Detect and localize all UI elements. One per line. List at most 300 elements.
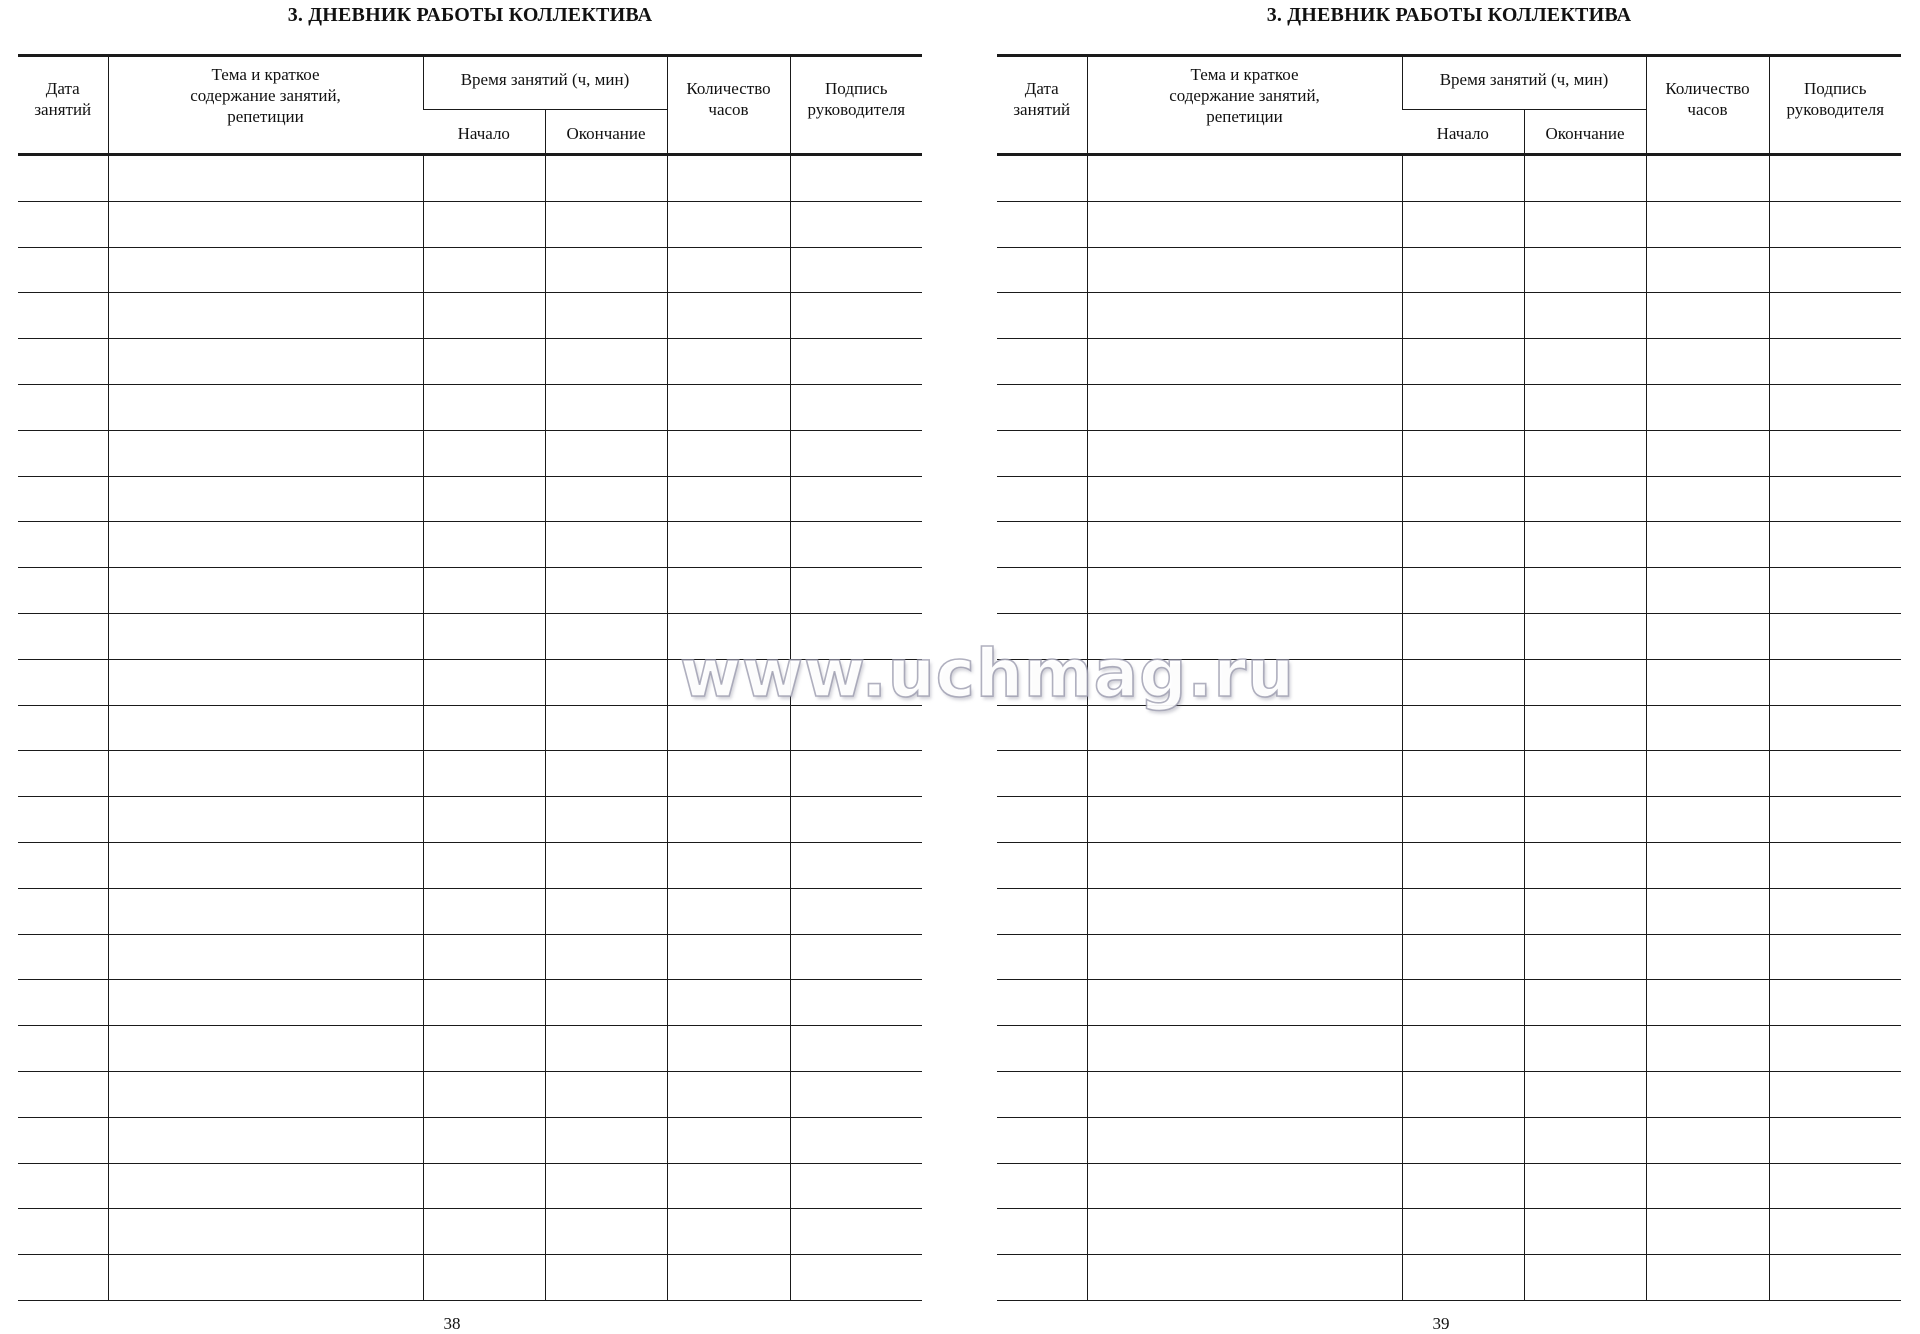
table-row <box>18 430 922 476</box>
diary-table <box>18 54 922 1301</box>
cell-topic <box>1087 155 1402 202</box>
header-signature: Подпись руководителя <box>1769 56 1901 155</box>
cell-hours <box>1646 842 1769 888</box>
cell-end <box>545 293 667 339</box>
cell-signature <box>1769 522 1901 568</box>
cell-hours <box>1646 1209 1769 1255</box>
cell-end <box>1524 659 1646 705</box>
cell-start <box>423 1071 545 1117</box>
cell-topic <box>1087 1255 1402 1301</box>
header-hours: Количество часов <box>667 56 790 155</box>
cell-topic <box>1087 476 1402 522</box>
cell-start <box>1402 522 1524 568</box>
table-row <box>18 659 922 705</box>
cell-hours <box>1646 201 1769 247</box>
cell-topic <box>108 430 423 476</box>
cell-end <box>545 980 667 1026</box>
cell-hours <box>667 934 790 980</box>
cell-start <box>1402 659 1524 705</box>
cell-date <box>997 293 1087 339</box>
cell-start <box>1402 1255 1524 1301</box>
cell-topic <box>108 659 423 705</box>
table-row <box>997 247 1901 293</box>
cell-start <box>1402 293 1524 339</box>
cell-hours <box>667 1209 790 1255</box>
cell-signature <box>790 201 922 247</box>
cell-topic <box>1087 888 1402 934</box>
cell-hours <box>1646 293 1769 339</box>
cell-hours <box>667 339 790 385</box>
cell-end <box>545 384 667 430</box>
cell-end <box>1524 888 1646 934</box>
cell-signature <box>1769 1163 1901 1209</box>
cell-topic <box>108 155 423 202</box>
cell-start <box>423 568 545 614</box>
cell-date <box>18 705 108 751</box>
cell-end <box>1524 1026 1646 1072</box>
cell-topic <box>1087 430 1402 476</box>
cell-signature <box>790 293 922 339</box>
cell-end <box>545 568 667 614</box>
table-row <box>997 1163 1901 1209</box>
cell-signature <box>790 522 922 568</box>
cell-signature <box>790 568 922 614</box>
cell-start <box>423 293 545 339</box>
cell-start <box>423 934 545 980</box>
cell-hours <box>667 980 790 1026</box>
cell-hours <box>1646 430 1769 476</box>
cell-topic <box>108 797 423 843</box>
cell-end <box>545 705 667 751</box>
cell-date <box>18 247 108 293</box>
cell-date <box>18 751 108 797</box>
cell-date <box>18 888 108 934</box>
table-row <box>997 980 1901 1026</box>
cell-signature <box>790 155 922 202</box>
cell-start <box>1402 934 1524 980</box>
cell-start <box>1402 980 1524 1026</box>
cell-signature <box>1769 797 1901 843</box>
cell-topic <box>108 247 423 293</box>
cell-start <box>1402 568 1524 614</box>
cell-topic <box>108 1071 423 1117</box>
cell-signature <box>790 1255 922 1301</box>
cell-date <box>18 1117 108 1163</box>
cell-topic <box>1087 247 1402 293</box>
cell-hours <box>667 155 790 202</box>
cell-hours <box>1646 1163 1769 1209</box>
page-number: 38 <box>443 1314 461 1333</box>
cell-hours <box>667 476 790 522</box>
cell-hours <box>667 293 790 339</box>
header-start: Начало <box>423 110 545 155</box>
cell-topic <box>1087 339 1402 385</box>
table-row <box>18 751 922 797</box>
cell-end <box>545 1071 667 1117</box>
cell-start <box>1402 476 1524 522</box>
table-row <box>997 1026 1901 1072</box>
cell-date <box>18 1163 108 1209</box>
cell-hours <box>1646 476 1769 522</box>
left-page <box>18 0 922 1333</box>
cell-start <box>1402 247 1524 293</box>
cell-hours <box>1646 980 1769 1026</box>
cell-topic <box>1087 1071 1402 1117</box>
cell-topic <box>1087 1163 1402 1209</box>
cell-end <box>545 797 667 843</box>
cell-signature <box>790 384 922 430</box>
cell-signature <box>1769 613 1901 659</box>
cell-end <box>545 934 667 980</box>
cell-signature <box>1769 842 1901 888</box>
table-row <box>18 1071 922 1117</box>
cell-topic <box>108 476 423 522</box>
cell-start <box>423 980 545 1026</box>
cell-date <box>18 842 108 888</box>
cell-end <box>1524 842 1646 888</box>
cell-start <box>1402 1071 1524 1117</box>
cell-signature <box>790 888 922 934</box>
header-end: Окончание <box>1524 110 1646 155</box>
table-row <box>997 797 1901 843</box>
cell-start <box>423 476 545 522</box>
cell-hours <box>667 751 790 797</box>
cell-hours <box>667 201 790 247</box>
cell-start <box>423 430 545 476</box>
cell-date <box>997 1255 1087 1301</box>
cell-date <box>997 247 1087 293</box>
cell-date <box>997 980 1087 1026</box>
cell-topic <box>108 705 423 751</box>
cell-hours <box>667 384 790 430</box>
cell-topic <box>1087 797 1402 843</box>
cell-hours <box>667 1255 790 1301</box>
table-row <box>18 293 922 339</box>
cell-signature <box>1769 980 1901 1026</box>
table-row <box>18 705 922 751</box>
cell-topic <box>1087 293 1402 339</box>
cell-signature <box>1769 293 1901 339</box>
cell-signature <box>790 934 922 980</box>
cell-end <box>1524 247 1646 293</box>
cell-hours <box>1646 1071 1769 1117</box>
cell-date <box>18 934 108 980</box>
cell-hours <box>667 705 790 751</box>
cell-end <box>1524 568 1646 614</box>
cell-hours <box>667 613 790 659</box>
cell-date <box>997 1163 1087 1209</box>
cell-topic <box>1087 980 1402 1026</box>
cell-end <box>545 659 667 705</box>
cell-hours <box>1646 1117 1769 1163</box>
header-date: Дата занятий <box>18 56 108 155</box>
cell-date <box>997 155 1087 202</box>
cell-start <box>423 1255 545 1301</box>
table-row <box>18 1209 922 1255</box>
cell-end <box>545 339 667 385</box>
cell-end <box>1524 797 1646 843</box>
cell-signature <box>790 1026 922 1072</box>
cell-hours <box>667 247 790 293</box>
cell-start <box>423 522 545 568</box>
cell-hours <box>1646 1026 1769 1072</box>
cell-signature <box>790 339 922 385</box>
cell-start <box>1402 339 1524 385</box>
cell-signature <box>790 842 922 888</box>
cell-date <box>18 339 108 385</box>
cell-date <box>18 1255 108 1301</box>
cell-topic <box>1087 522 1402 568</box>
cell-date <box>18 568 108 614</box>
table-row <box>18 384 922 430</box>
cell-hours <box>667 1117 790 1163</box>
cell-signature <box>790 659 922 705</box>
cell-hours <box>1646 751 1769 797</box>
cell-hours <box>1646 155 1769 202</box>
cell-start <box>1402 430 1524 476</box>
cell-end <box>545 247 667 293</box>
cell-signature <box>1769 247 1901 293</box>
cell-topic <box>108 842 423 888</box>
table-row <box>997 1255 1901 1301</box>
cell-signature <box>790 797 922 843</box>
cell-hours <box>1646 797 1769 843</box>
cell-date <box>18 293 108 339</box>
cell-signature <box>790 1071 922 1117</box>
table-row <box>997 155 1901 202</box>
table-row <box>18 568 922 614</box>
cell-date <box>997 1117 1087 1163</box>
cell-topic <box>1087 1209 1402 1255</box>
cell-hours <box>1646 659 1769 705</box>
cell-end <box>1524 751 1646 797</box>
cell-end <box>545 751 667 797</box>
cell-hours <box>667 888 790 934</box>
cell-date <box>997 659 1087 705</box>
cell-signature <box>1769 430 1901 476</box>
cell-date <box>997 934 1087 980</box>
cell-end <box>545 1209 667 1255</box>
cell-topic <box>108 751 423 797</box>
cell-date <box>997 1209 1087 1255</box>
page-title: 3. ДНЕВНИК РАБОТЫ КОЛЛЕКТИВА <box>287 4 653 26</box>
table-row <box>18 155 922 202</box>
table-row <box>18 522 922 568</box>
cell-date <box>18 659 108 705</box>
cell-end <box>545 842 667 888</box>
table-row <box>18 1026 922 1072</box>
cell-signature <box>1769 155 1901 202</box>
cell-start <box>1402 797 1524 843</box>
cell-hours <box>1646 568 1769 614</box>
cell-topic <box>1087 201 1402 247</box>
table-row <box>18 613 922 659</box>
cell-hours <box>667 797 790 843</box>
cell-end <box>1524 476 1646 522</box>
cell-end <box>1524 522 1646 568</box>
right-page <box>997 0 1901 1333</box>
cell-start <box>423 613 545 659</box>
cell-topic <box>1087 659 1402 705</box>
table-row <box>997 1209 1901 1255</box>
cell-hours <box>667 1026 790 1072</box>
cell-date <box>18 201 108 247</box>
table-row <box>997 1117 1901 1163</box>
cell-hours <box>1646 1255 1769 1301</box>
cell-start <box>1402 751 1524 797</box>
cell-signature <box>790 705 922 751</box>
table-row <box>18 980 922 1026</box>
cell-hours <box>667 568 790 614</box>
cell-hours <box>1646 613 1769 659</box>
cell-end <box>1524 201 1646 247</box>
cell-date <box>18 613 108 659</box>
cell-date <box>18 384 108 430</box>
cell-date <box>997 476 1087 522</box>
header-topic: Тема и краткое содержание занятий, репетиции <box>108 56 423 155</box>
cell-end <box>545 1117 667 1163</box>
cell-start <box>1402 1163 1524 1209</box>
cell-signature <box>790 1163 922 1209</box>
cell-signature <box>790 476 922 522</box>
table-row <box>997 476 1901 522</box>
cell-end <box>545 476 667 522</box>
cell-start <box>1402 1117 1524 1163</box>
cell-signature <box>1769 659 1901 705</box>
header-time-group: Время занятий (ч, мин) <box>1402 56 1646 110</box>
cell-topic <box>108 293 423 339</box>
table-row <box>997 888 1901 934</box>
cell-hours <box>667 659 790 705</box>
cell-start <box>423 705 545 751</box>
cell-hours <box>667 1071 790 1117</box>
cell-signature <box>1769 705 1901 751</box>
cell-hours <box>667 842 790 888</box>
cell-start <box>1402 842 1524 888</box>
header-topic: Тема и краткое содержание занятий, репетиции <box>1087 56 1402 155</box>
cell-date <box>997 888 1087 934</box>
table-row <box>997 613 1901 659</box>
cell-date <box>997 339 1087 385</box>
cell-signature <box>1769 1255 1901 1301</box>
cell-signature <box>1769 751 1901 797</box>
cell-date <box>997 842 1087 888</box>
cell-hours <box>1646 934 1769 980</box>
cell-end <box>545 430 667 476</box>
cell-topic <box>108 1117 423 1163</box>
cell-signature <box>790 1117 922 1163</box>
cell-date <box>18 980 108 1026</box>
table-row <box>997 201 1901 247</box>
cell-signature <box>790 1209 922 1255</box>
cell-start <box>423 842 545 888</box>
cell-hours <box>1646 522 1769 568</box>
cell-start <box>423 155 545 202</box>
cell-topic <box>108 1255 423 1301</box>
cell-date <box>997 797 1087 843</box>
cell-topic <box>1087 705 1402 751</box>
cell-end <box>1524 1209 1646 1255</box>
table-row <box>18 201 922 247</box>
cell-start <box>423 797 545 843</box>
cell-hours <box>1646 339 1769 385</box>
cell-start <box>423 1117 545 1163</box>
cell-date <box>997 613 1087 659</box>
header-signature: Подпись руководителя <box>790 56 922 155</box>
header-time-group: Время занятий (ч, мин) <box>423 56 667 110</box>
cell-end <box>545 888 667 934</box>
cell-signature <box>1769 1071 1901 1117</box>
cell-signature <box>790 430 922 476</box>
cell-end <box>545 522 667 568</box>
cell-signature <box>790 247 922 293</box>
table-row <box>18 797 922 843</box>
cell-signature <box>1769 339 1901 385</box>
cell-topic <box>108 1209 423 1255</box>
table-row <box>997 934 1901 980</box>
table-row <box>997 384 1901 430</box>
header-hours: Количество часов <box>1646 56 1769 155</box>
cell-start <box>423 247 545 293</box>
cell-signature <box>1769 568 1901 614</box>
cell-end <box>1524 1163 1646 1209</box>
cell-topic <box>1087 934 1402 980</box>
cell-signature <box>1769 1209 1901 1255</box>
cell-start <box>1402 1209 1524 1255</box>
cell-hours <box>667 522 790 568</box>
table-row <box>997 430 1901 476</box>
cell-start <box>1402 201 1524 247</box>
cell-start <box>1402 705 1524 751</box>
cell-date <box>18 1026 108 1072</box>
cell-end <box>545 1163 667 1209</box>
cell-end <box>545 1255 667 1301</box>
cell-hours <box>667 430 790 476</box>
table-row <box>18 339 922 385</box>
cell-end <box>1524 1117 1646 1163</box>
cell-end <box>1524 155 1646 202</box>
cell-date <box>997 1071 1087 1117</box>
cell-signature <box>1769 888 1901 934</box>
cell-start <box>1402 1026 1524 1072</box>
cell-date <box>18 430 108 476</box>
cell-start <box>423 751 545 797</box>
cell-date <box>997 522 1087 568</box>
cell-signature <box>790 613 922 659</box>
cell-topic <box>108 568 423 614</box>
cell-topic <box>108 339 423 385</box>
cell-hours <box>1646 888 1769 934</box>
header-end: Окончание <box>545 110 667 155</box>
cell-end <box>1524 339 1646 385</box>
table-row <box>18 842 922 888</box>
cell-topic <box>1087 842 1402 888</box>
cell-end <box>1524 705 1646 751</box>
cell-date <box>18 522 108 568</box>
cell-signature <box>1769 476 1901 522</box>
cell-start <box>1402 888 1524 934</box>
cell-date <box>18 797 108 843</box>
cell-topic <box>1087 1117 1402 1163</box>
cell-start <box>423 659 545 705</box>
cell-topic <box>108 934 423 980</box>
table-row <box>18 934 922 980</box>
cell-start <box>423 384 545 430</box>
cell-topic <box>1087 613 1402 659</box>
cell-start <box>423 1026 545 1072</box>
table-row <box>997 659 1901 705</box>
table-row <box>997 293 1901 339</box>
